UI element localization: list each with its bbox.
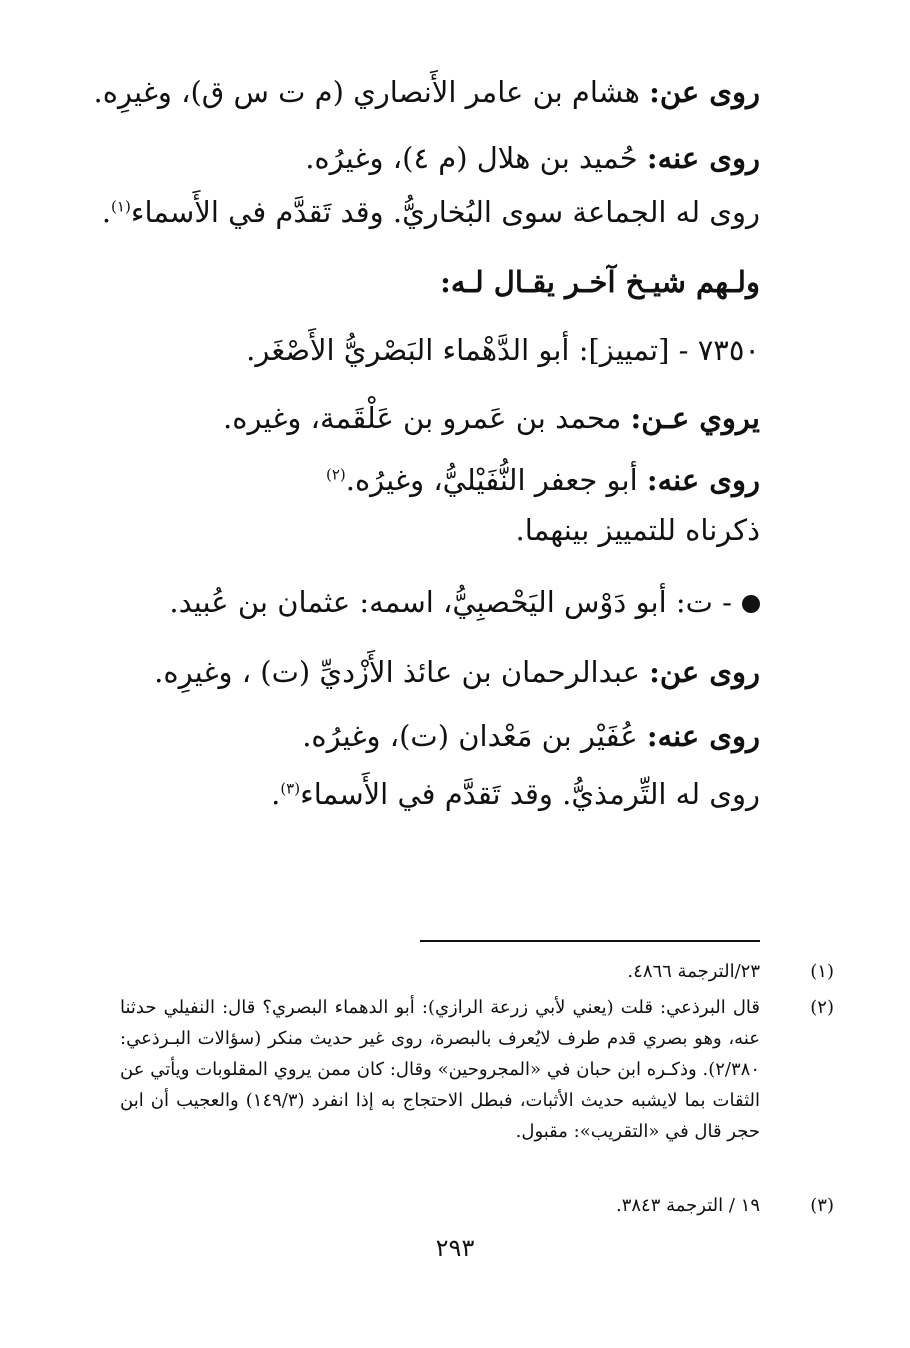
footnote-number: (١) xyxy=(810,961,834,982)
entry-label: روى عن: xyxy=(649,655,760,689)
entry-label: روى عنه: xyxy=(646,719,760,753)
entry-label: روى عنه: xyxy=(646,141,760,175)
footnote-divider xyxy=(420,940,760,942)
footnote-text: ١٩ / الترجمة ٣٨٤٣. xyxy=(615,1195,760,1216)
entry-end: . xyxy=(101,195,112,229)
bullet-icon xyxy=(742,595,760,613)
entry-text: محمد بن عَمرو بن عَلْقَمة، وغيره. xyxy=(223,401,631,435)
entry-text: عبدالرحمان بن عائذ الأَزْديِّ (ت) ، وغيرِه. xyxy=(154,655,650,689)
entry-line-5 xyxy=(246,330,760,370)
entry-line-11 xyxy=(302,716,760,756)
entry-text: - ت: أبو دَوْس اليَحْصبِيُّ، اسمه: عثمان بن عُبيد. xyxy=(169,585,732,619)
footnote-text: ٢٣/الترجمة ٤٨٦٦. xyxy=(627,961,760,982)
entry-line-3 xyxy=(102,192,760,232)
entry-line-2 xyxy=(305,138,760,178)
entry-line-10 xyxy=(154,652,760,692)
section-heading xyxy=(440,262,760,302)
entry-text: ٧٣٥٠ - [تمييز]: أبو الدَّهْماء البَصْريُّ الأَصْغَر. xyxy=(246,333,760,367)
entry-line-7 xyxy=(326,460,760,500)
entry-text: ذكرناه للتمييز بينهما. xyxy=(515,513,760,547)
entry-text: روى له التِّرمذيُّ. وقد تَقدَّم في الأَسماء xyxy=(300,777,760,811)
entry-end: . xyxy=(271,777,281,811)
entry-text: روى له الجماعة سوى البُخاريُّ. وقد تَقدَّم في الأَسماء xyxy=(130,195,760,229)
entry-line-12 xyxy=(271,774,760,814)
entry-line-1 xyxy=(94,72,760,112)
entry-label: روى عنه: xyxy=(646,463,760,497)
entry-line-9 xyxy=(169,582,760,622)
footnote-ref: (١) xyxy=(111,197,131,216)
footnote-ref: (٣) xyxy=(280,779,301,798)
footnote-text: قال البرذعي: قلت (يعني لأبي زرعة الرازي): أبو الدهماء البصري؟ قال: النفيلي حدثنا عنه، وهو بصري قدم طرف لايُعرف بالبصرة، روى غير حديث منكر (سؤالات البـرذعي: ٢/٣٨٠). وذكـره ابن حبان في «المجروحين» وقال: كان ممن يروي المقلوبات ويأتي عن الثقات بما لايشبه حديث الأثبات، فبطل الاحتجاج به إذا انفرد (١٤٩/٣) والعجيب أن ابن حجر قال في «التقريب»: مقبول. xyxy=(120,997,761,1142)
entry-text: عُفَيْر بن مَعْدان (ت)، وغيرُه. xyxy=(302,719,647,753)
entry-text: أبو جعفر النُّفَيْليُّ، وغيرُه. xyxy=(345,463,647,497)
footnote-number: (٣) xyxy=(810,1195,834,1216)
heading-text: ولـهم شيـخ آخـر يقـال لـه: xyxy=(440,265,760,299)
footnote-number: (٢) xyxy=(810,997,834,1018)
entry-line-8 xyxy=(516,510,760,550)
page-number: ٢٩٣ xyxy=(435,1234,475,1262)
entry-label: روى عن: xyxy=(649,75,760,109)
entry-text: هشام بن عامر الأَنصاري (م ت س ق)، وغيرِه. xyxy=(93,75,650,109)
footnote-ref: (٢) xyxy=(325,465,346,484)
entry-line-6 xyxy=(223,398,760,438)
entry-label: يروي عـن: xyxy=(630,401,760,435)
entry-text: حُميد بن هلال (م ٤)، وغيرُه. xyxy=(305,141,647,175)
